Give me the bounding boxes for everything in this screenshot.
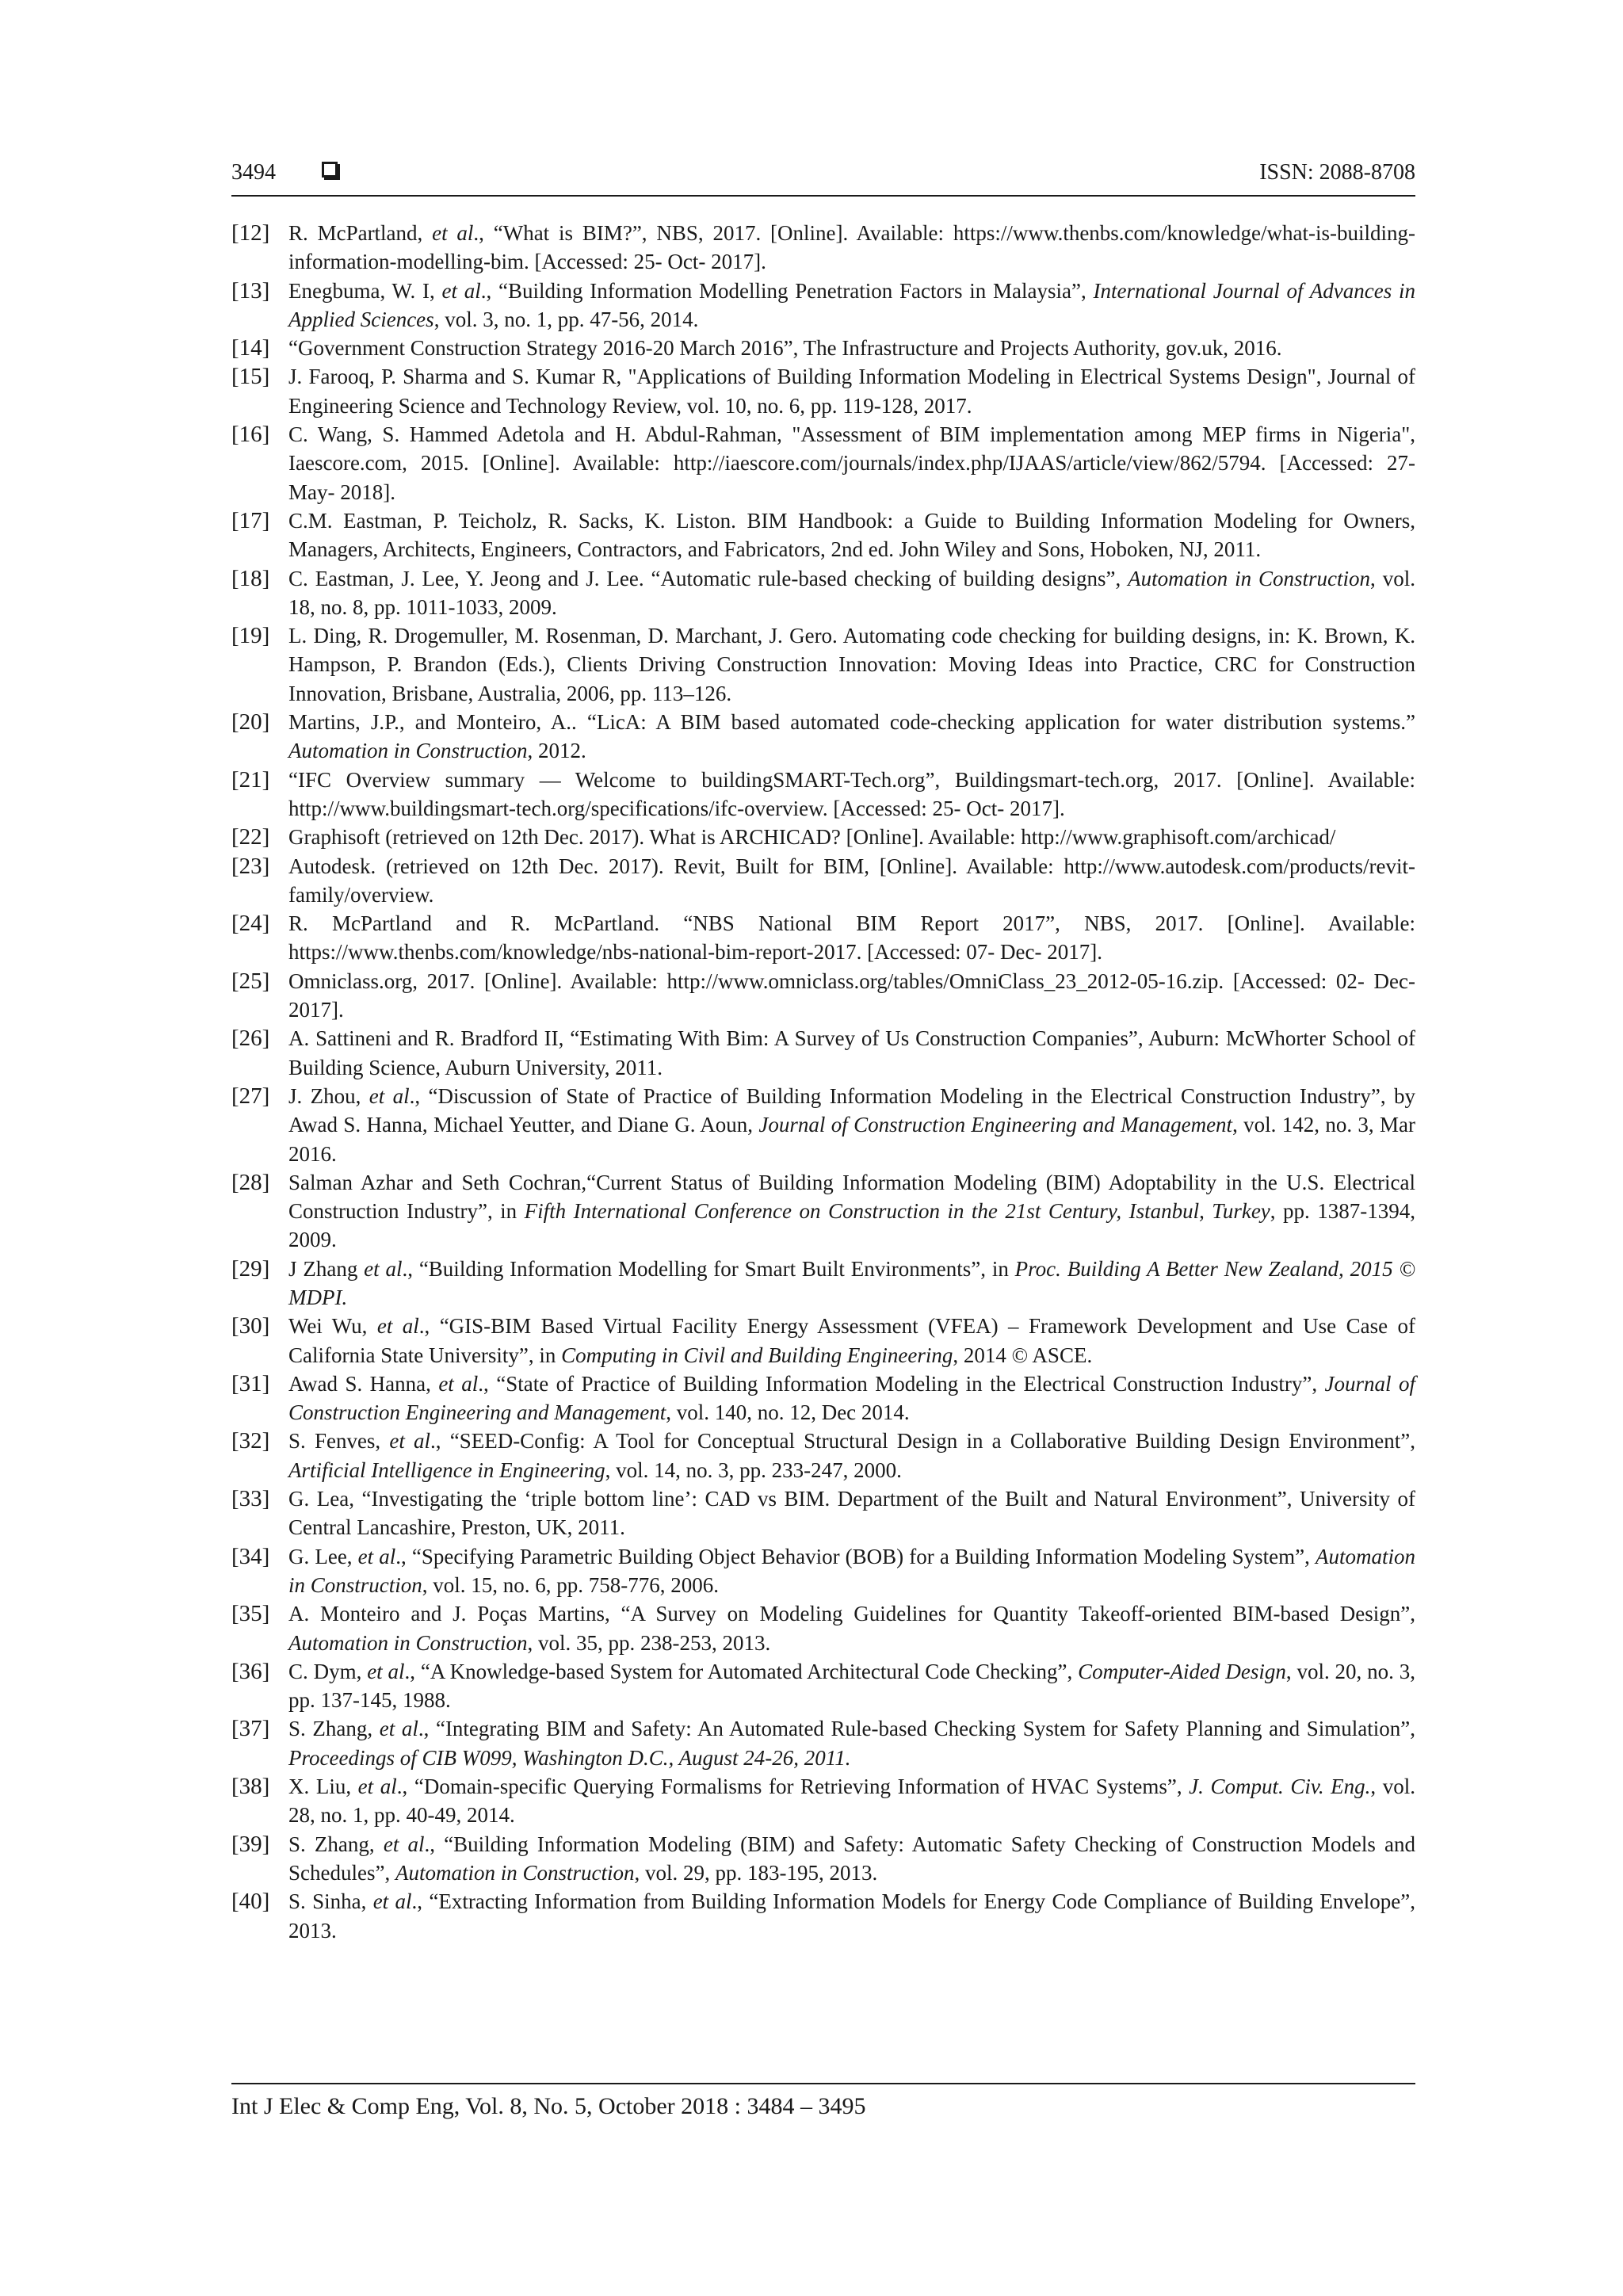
reference-italic-segment: International Journal of Advances in Applied Sciences <box>288 278 1415 331</box>
reference-segment: L. Ding, R. Drogemuller, M. Rosenman, D. Marchant, J. Gero. Automating code checking for building designs, in: K. Brown, K. Hampson, P. Brandon (Eds.), Clients Driving Construction Innovation: Moving Ideas into Practice, CRC for Construction Innovation, Brisbane, Australia, 2006, pp. 113–126. <box>288 624 1415 705</box>
reference-number: [17] <box>231 507 270 533</box>
reference-item <box>231 420 1415 506</box>
reference-text <box>288 1657 1415 1715</box>
reference-item <box>231 621 1415 708</box>
reference-text <box>288 823 1415 851</box>
reference-text <box>288 766 1415 823</box>
reference-item <box>231 1168 1415 1255</box>
reference-text <box>288 708 1415 766</box>
reference-italic-segment: et al <box>357 1544 396 1568</box>
reference-number: [34] <box>231 1543 270 1569</box>
reference-segment: “IFC Overview summary — Welcome to buildingSMART-Tech.org”, Buildingsmart-tech.org, 2017. [Online]. Available: http://www.buildingsmart-tech.org/specifications/ifc-overview. [Accessed: 25- Oct- 2017]. <box>288 767 1415 820</box>
reference-text <box>288 1255 1415 1312</box>
reference-text <box>288 420 1415 506</box>
reference-text <box>288 1427 1415 1484</box>
reference-number: [31] <box>231 1370 270 1396</box>
reference-text <box>288 1082 1415 1168</box>
reference-text <box>288 1312 1415 1370</box>
reference-segment: ., “What is BIM?”, NBS, 2017. [Online]. Available: https://www.thenbs.com/knowledge/what-is-building-information-modelling-bim. [Accessed: 25- Oct- 2017]. <box>288 221 1415 274</box>
reference-segment: Awad S. Hanna, <box>288 1371 439 1396</box>
reference-segment: , vol. 35, pp. 238-253, 2013. <box>527 1630 771 1655</box>
reference-item <box>231 1312 1415 1370</box>
reference-italic-segment: Journal of Construction Engineering and Management <box>288 1371 1415 1425</box>
reference-segment: A. Sattineni and R. Bradford II, “Estimating With Bim: A Survey of Us Construction Companies”, Auburn: McWhorter School of Building Science, Auburn University, 2011. <box>288 1026 1415 1079</box>
reference-italic-segment: et al <box>364 1256 403 1281</box>
reference-italic-segment: Journal of Construction Engineering and Management <box>758 1113 1233 1137</box>
reference-text <box>288 621 1415 708</box>
reference-text <box>288 334 1415 362</box>
reference-text <box>288 362 1415 420</box>
reference-number: [23] <box>231 853 270 879</box>
reference-italic-segment: Automation in Construction <box>288 739 528 763</box>
reference-item <box>231 1427 1415 1484</box>
reference-number: [33] <box>231 1486 270 1512</box>
reference-number: [22] <box>231 824 270 850</box>
reference-segment: , 2014 © ASCE. <box>953 1343 1093 1367</box>
reference-italic-segment: Computing in Civil and Building Engineering <box>561 1343 953 1367</box>
reference-segment: Martins, J.P., and Monteiro, A.. “LicA: A BIM based automated code-checking application for water distribution systems.” <box>288 710 1415 735</box>
reference-text <box>288 1542 1415 1600</box>
reference-item <box>231 1255 1415 1312</box>
reference-segment: , vol. 3, no. 1, pp. 47-56, 2014. <box>433 307 699 331</box>
reference-text <box>288 909 1415 967</box>
reference-item <box>231 362 1415 420</box>
reference-number: [40] <box>231 1889 270 1915</box>
reference-segment: R. McPartland and R. McPartland. “NBS National BIM Report 2017”, NBS, 2017. [Online]. Available: https://www.thenbs.com/knowledge/nbs-national-bim-report-2017. [Accessed: 07- Dec- 2017]. <box>288 911 1415 965</box>
reference-item <box>231 1772 1415 1830</box>
reference-segment: S. Zhang, <box>288 1832 384 1856</box>
reference-text <box>288 1714 1415 1772</box>
square-box-icon <box>322 162 338 178</box>
reference-italic-segment: Automation in Construction <box>1128 566 1371 590</box>
reference-segment: , 2012. <box>527 739 586 763</box>
reference-item <box>231 766 1415 823</box>
reference-number: [30] <box>231 1313 270 1339</box>
reference-item <box>231 852 1415 910</box>
reference-segment: G. Lea, “Investigating the ‘triple bottom line’: CAD vs BIM. Department of the Built and Natural Environment”, University of Central Lancashire, Preston, UK, 2011. <box>288 1487 1415 1540</box>
reference-number: [16] <box>231 422 270 448</box>
header-divider <box>231 195 1415 197</box>
reference-item <box>231 219 1415 277</box>
reference-segment: J. Zhou, <box>288 1083 369 1108</box>
reference-segment: ., “Integrating BIM and Safety: An Automated Rule-based Checking System for Safety Planning and Simulation”, <box>418 1717 1415 1741</box>
reference-segment: C. Eastman, J. Lee, Y. Jeong and J. Lee. “Automatic rule-based checking of building designs”, <box>288 566 1128 590</box>
reference-segment: ., “Discussion of State of Practice of Building Information Modeling in the Electrical Construction Industry”, by Awad S. Hanna, Michael Yeutter, and Diane G. Aoun, <box>288 1083 1416 1137</box>
reference-segment: , vol. 142, no. 3, Mar 2016. <box>288 1113 1416 1166</box>
reference-segment: ., “Building Information Modelling Penetration Factors in Malaysia”, <box>480 278 1094 303</box>
reference-number: [25] <box>231 968 270 994</box>
reference-item <box>231 277 1415 334</box>
reference-italic-segment: Computer-Aided Design <box>1078 1659 1286 1683</box>
reference-item <box>231 967 1415 1025</box>
reference-segment: Autodesk. (retrieved on 12th Dec. 2017). Revit, Built for BIM, [Online]. Available: http://www.autodesk.com/products/revit-family/overview. <box>288 854 1415 907</box>
reference-segment: , vol. 28, no. 1, pp. 40-49, 2014. <box>288 1775 1415 1828</box>
reference-text <box>288 1024 1415 1082</box>
reference-text <box>288 1772 1415 1830</box>
reference-item <box>231 1484 1415 1542</box>
reference-segment: Graphisoft (retrieved on 12th Dec. 2017). What is ARCHICAD? [Online]. Available: http://www.graphisoft.com/archicad/ <box>288 825 1336 850</box>
reference-item <box>231 1370 1415 1427</box>
reference-item <box>231 334 1415 362</box>
reference-segment: , vol. 20, no. 3, pp. 137-145, 1988. <box>288 1659 1415 1713</box>
reference-number: [39] <box>231 1831 270 1857</box>
reference-item <box>231 1599 1415 1657</box>
reference-number: [14] <box>231 335 270 361</box>
reference-item <box>231 1024 1415 1082</box>
issn-label: ISSN: 2088-8708 <box>1259 160 1415 185</box>
reference-text <box>288 1599 1415 1657</box>
reference-segment: ., “Building Information Modelling for Smart Built Environments”, in <box>402 1256 1015 1281</box>
page-number: 3494 <box>231 160 276 185</box>
reference-text <box>288 1887 1415 1945</box>
reference-text <box>288 564 1415 622</box>
reference-number: [19] <box>231 623 270 649</box>
reference-item <box>231 823 1415 851</box>
reference-number: [38] <box>231 1774 270 1800</box>
reference-text <box>288 1830 1415 1888</box>
reference-italic-segment: et al <box>372 1889 412 1914</box>
reference-text <box>288 219 1415 277</box>
reference-number: [20] <box>231 709 270 735</box>
reference-item <box>231 909 1415 967</box>
journal-citation: Int J Elec & Comp Eng, Vol. 8, No. 5, October 2018 : 3484 – 3495 <box>231 2093 866 2119</box>
reference-segment: Salman Azhar and Seth Cochran,“Current Status of Building Information Modeling (BIM) Adoptability in the U.S. Electrical Construction Industry”, in <box>288 1170 1415 1224</box>
reference-italic-segment: Proc. Building A Better New Zealand, 2015 © MDPI. <box>288 1256 1415 1309</box>
reference-italic-segment: et al <box>383 1832 425 1856</box>
reference-segment: , vol. 140, no. 12, Dec 2014. <box>666 1400 910 1425</box>
reference-segment: , vol. 14, no. 3, pp. 233-247, 2000. <box>605 1457 902 1482</box>
reference-number: [29] <box>231 1255 270 1282</box>
reference-number: [13] <box>231 277 270 304</box>
reference-segment: X. Liu, <box>288 1775 358 1799</box>
reference-number: [32] <box>231 1428 270 1454</box>
reference-segment: ., “Extracting Information from Building Information Models for Energy Code Compliance of Building Envelope”, 2013. <box>288 1889 1415 1943</box>
reference-italic-segment: Fifth International Conference on Construction in the 21st Century, Istanbul, Turkey <box>524 1199 1270 1224</box>
reference-text <box>288 506 1415 564</box>
reference-number: [27] <box>231 1083 270 1109</box>
reference-number: [28] <box>231 1169 270 1195</box>
reference-segment: , vol. 15, no. 6, pp. 758-776, 2006. <box>422 1572 720 1597</box>
reference-italic-segment: et al <box>432 221 474 245</box>
reference-segment: ., “GIS-BIM Based Virtual Facility Energy Assessment (VFEA) – Framework Development and Use Case of California State University”, in <box>288 1314 1415 1367</box>
reference-number: [12] <box>231 220 270 246</box>
reference-item <box>231 1887 1415 1945</box>
reference-segment: C. Dym, <box>288 1659 368 1683</box>
reference-number: [26] <box>231 1026 270 1052</box>
reference-segment: S. Fenves, <box>288 1429 390 1454</box>
reference-text <box>288 967 1415 1025</box>
reference-item <box>231 1542 1415 1600</box>
reference-segment: ., “Specifying Parametric Building Object Behavior (BOB) for a Building Information Modeling System”, <box>395 1544 1316 1568</box>
footer-divider <box>231 2083 1415 2084</box>
reference-number: [36] <box>231 1658 270 1684</box>
reference-segment: ., “SEED-Config: A Tool for Conceptual Structural Design in a Collaborative Building Design Environment”, <box>430 1429 1415 1454</box>
reference-segment: ., “A Knowledge-based System for Automated Architectural Code Checking”, <box>404 1659 1079 1683</box>
reference-text <box>288 277 1415 334</box>
reference-italic-segment: et al <box>389 1429 431 1454</box>
reference-italic-segment: Automation in Construction <box>288 1630 528 1655</box>
reference-number: [35] <box>231 1601 270 1627</box>
reference-item <box>231 1657 1415 1715</box>
reference-segment: Wei Wu, <box>288 1314 377 1339</box>
reference-item <box>231 564 1415 622</box>
reference-number: [24] <box>231 911 270 937</box>
reference-segment: C.M. Eastman, P. Teicholz, R. Sacks, K. Liston. BIM Handbook: a Guide to Building Information Modeling for Owners, Managers, Architects, Engineers, Contractors, and Fabricators, 2nd ed. John Wiley and Sons, Hoboken, NJ, 2011. <box>288 508 1415 562</box>
reference-segment: ., “State of Practice of Building Information Modeling in the Electrical Construction Industry”, <box>478 1371 1325 1396</box>
reference-number: [37] <box>231 1716 270 1742</box>
reference-italic-segment: et al <box>441 278 481 303</box>
reference-segment: A. Monteiro and J. Poças Martins, “A Survey on Modeling Guidelines for Quantity Takeoff-oriented BIM-based Design”, <box>288 1602 1415 1626</box>
reference-italic-segment: et al <box>357 1775 397 1799</box>
reference-item <box>231 506 1415 564</box>
reference-number: [15] <box>231 364 270 390</box>
reference-segment: R. McPartland, <box>288 221 433 245</box>
reference-segment: ., “Domain-specific Querying Formalisms for Retrieving Information of HVAC Systems”, <box>396 1775 1190 1799</box>
reference-segment: G. Lee, <box>288 1544 358 1568</box>
reference-italic-segment: et al <box>379 1717 418 1741</box>
reference-number: [21] <box>231 766 270 793</box>
reference-segment: Enegbuma, W. I, <box>288 278 442 303</box>
reference-segment: ., “Building Information Modeling (BIM) and Safety: Automatic Safety Checking of Construction Models and Schedules”, <box>288 1832 1415 1885</box>
reference-number: [18] <box>231 565 270 591</box>
reference-italic-segment: Automation in Construction <box>288 1544 1415 1597</box>
reference-list <box>231 219 1415 1945</box>
reference-italic-segment: Artificial Intelligence in Engineering <box>288 1457 605 1482</box>
reference-item <box>231 1082 1415 1168</box>
reference-italic-segment: et al <box>376 1314 419 1339</box>
page-header <box>231 154 1415 192</box>
reference-segment: J Zhang <box>288 1256 365 1281</box>
reference-segment: S. Zhang, <box>288 1717 380 1741</box>
reference-item <box>231 1830 1415 1888</box>
reference-italic-segment: et al <box>438 1371 479 1396</box>
reference-segment: , pp. 1387-1394, 2009. <box>288 1199 1415 1252</box>
reference-text <box>288 1484 1415 1542</box>
reference-segment: C. Wang, S. Hammed Adetola and H. Abdul-Rahman, "Assessment of BIM implementation among MEP firms in Nigeria", Iaescore.com, 2015. [Online]. Available: http://iaescore.com/journals/index.php/IJAAS/article/view/862/5794. [Accessed: 27- May- 2018]. <box>288 422 1415 504</box>
reference-item <box>231 708 1415 766</box>
reference-segment: , vol. 18, no. 8, pp. 1011-1033, 2009. <box>288 566 1415 619</box>
reference-segment: “Government Construction Strategy 2016-20 March 2016”, The Infrastructure and Projects Authority, gov.uk, 2016. <box>288 336 1282 361</box>
reference-text <box>288 1370 1415 1427</box>
reference-italic-segment: Proceedings of CIB W099, Washington D.C., August 24-26, 2011. <box>288 1745 851 1770</box>
reference-text <box>288 1168 1415 1255</box>
reference-italic-segment: J. Comput. Civ. Eng. <box>1189 1775 1371 1799</box>
reference-segment: S. Sinha, <box>288 1889 373 1914</box>
reference-segment: Omniclass.org, 2017. [Online]. Available: http://www.omniclass.org/tables/OmniClass_23_2012-05-16.zip. [Accessed: 02- Dec- 2017]. <box>288 968 1415 1022</box>
reference-text <box>288 852 1415 910</box>
reference-italic-segment: Automation in Construction <box>395 1860 635 1885</box>
reference-italic-segment: et al <box>369 1083 410 1108</box>
reference-italic-segment: et al <box>367 1659 405 1683</box>
reference-segment: , vol. 29, pp. 183-195, 2013. <box>634 1860 878 1885</box>
reference-item <box>231 1714 1415 1772</box>
reference-segment: J. Farooq, P. Sharma and S. Kumar R, "Applications of Building Information Modeling in Electrical Systems Design", Journal of Engineering Science and Technology Review, vol. 10, no. 6, pp. 119-128, 2017. <box>288 365 1415 418</box>
